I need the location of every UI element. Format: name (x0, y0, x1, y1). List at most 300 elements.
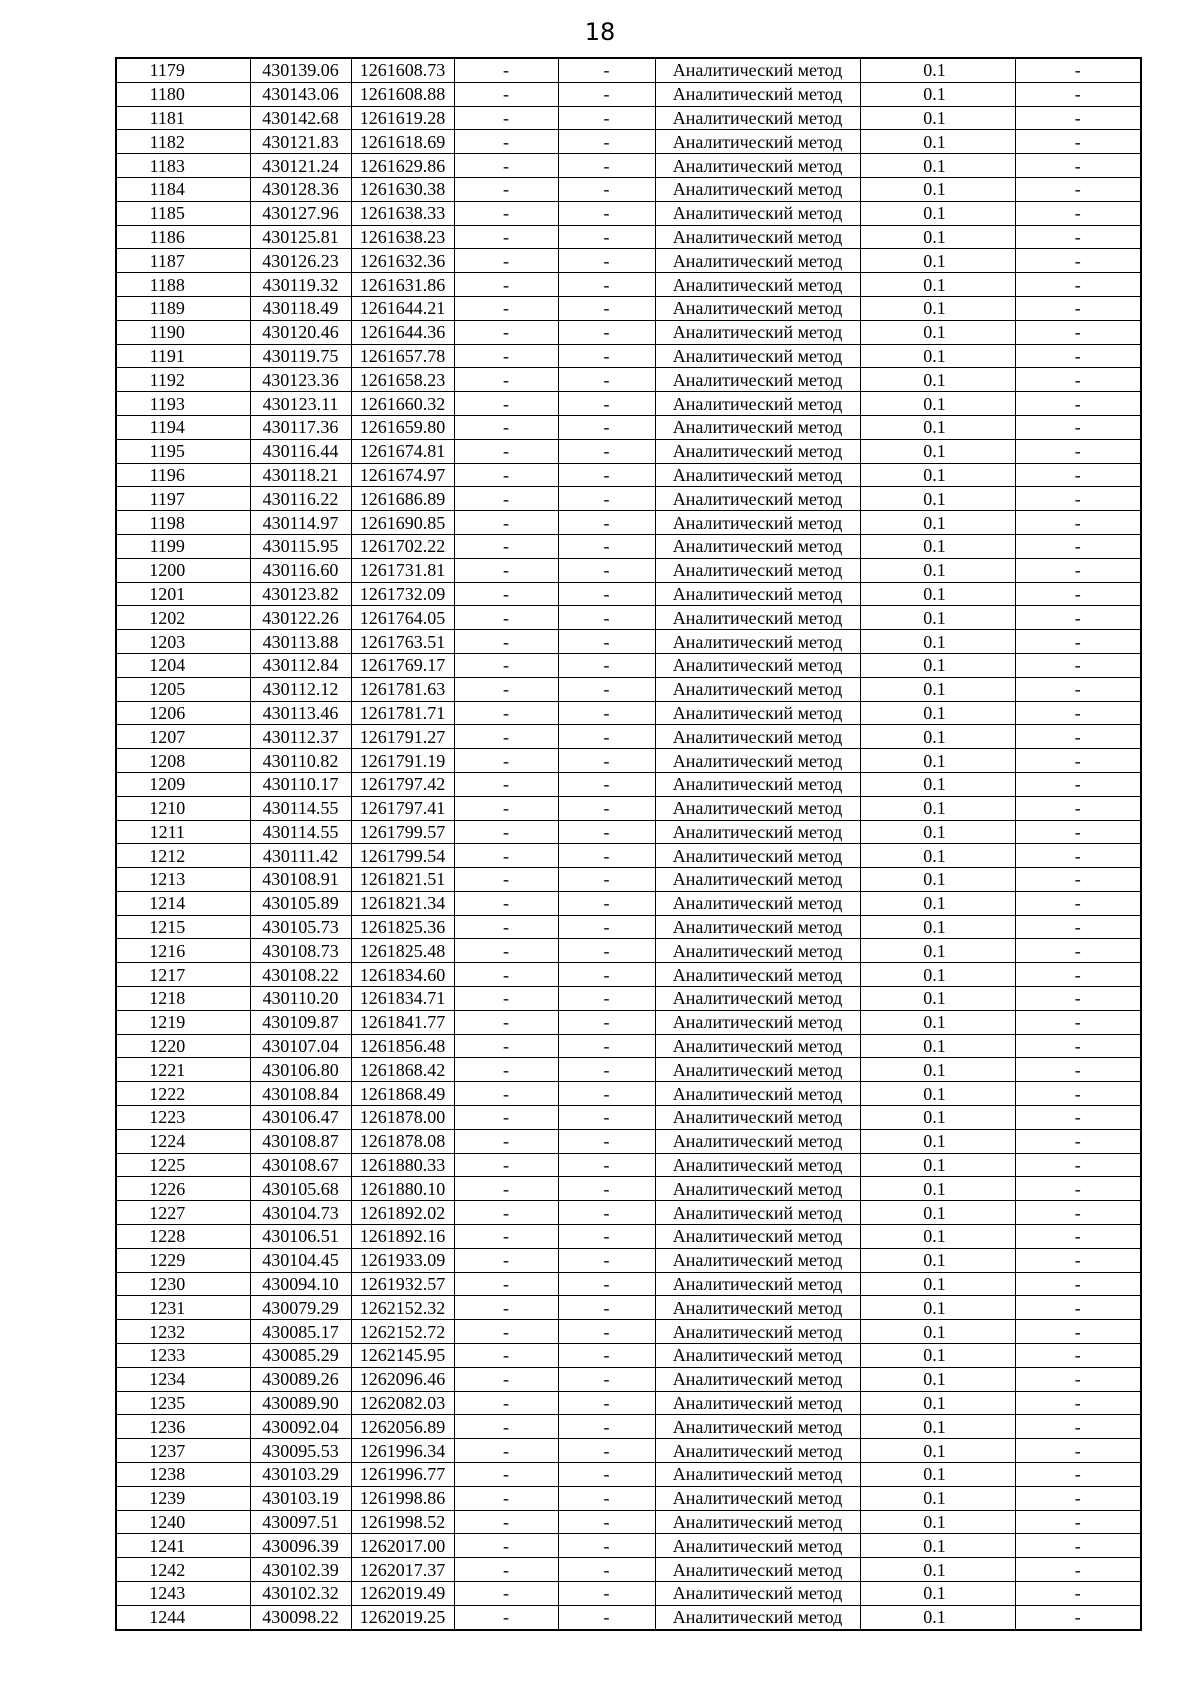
empty-value-cell: - (558, 1248, 655, 1272)
x-coordinate-cell: 430089.26 (250, 1367, 351, 1391)
x-coordinate-cell: 430110.20 (250, 987, 351, 1011)
precision-cell: 0.1 (860, 511, 1015, 535)
point-number-cell: 1199 (116, 534, 250, 558)
y-coordinate-cell: 1261658.23 (351, 368, 454, 392)
precision-cell: 0.1 (860, 415, 1015, 439)
x-coordinate-cell: 430125.81 (250, 225, 351, 249)
point-number-cell: 1235 (116, 1391, 250, 1415)
empty-value-cell: - (454, 1534, 558, 1558)
precision-cell: 0.1 (860, 796, 1015, 820)
table-row (116, 1010, 1141, 1034)
table-row (116, 1534, 1141, 1558)
x-coordinate-cell: 430119.75 (250, 344, 351, 368)
empty-value-cell: - (454, 368, 558, 392)
precision-cell: 0.1 (860, 1106, 1015, 1130)
empty-value-cell: - (558, 1582, 655, 1606)
empty-value-cell: - (1015, 1486, 1141, 1510)
empty-value-cell: - (454, 963, 558, 987)
y-coordinate-cell: 1261781.71 (351, 701, 454, 725)
precision-cell: 0.1 (860, 630, 1015, 654)
y-coordinate-cell: 1261674.81 (351, 439, 454, 463)
precision-cell: 0.1 (860, 368, 1015, 392)
empty-value-cell: - (454, 1034, 558, 1058)
point-number-cell: 1208 (116, 749, 250, 773)
point-number-cell: 1197 (116, 487, 250, 511)
empty-value-cell: - (558, 939, 655, 963)
x-coordinate-cell: 430121.83 (250, 130, 351, 154)
x-coordinate-cell: 430112.12 (250, 677, 351, 701)
table-row (116, 1463, 1141, 1487)
empty-value-cell: - (454, 772, 558, 796)
empty-value-cell: - (1015, 701, 1141, 725)
x-coordinate-cell: 430089.90 (250, 1391, 351, 1415)
method-cell: Аналитический метод (655, 201, 860, 225)
empty-value-cell: - (454, 58, 558, 82)
y-coordinate-cell: 1261644.21 (351, 296, 454, 320)
point-number-cell: 1221 (116, 1058, 250, 1082)
empty-value-cell: - (454, 749, 558, 773)
precision-cell: 0.1 (860, 1439, 1015, 1463)
y-coordinate-cell: 1261660.32 (351, 392, 454, 416)
point-number-cell: 1223 (116, 1106, 250, 1130)
empty-value-cell: - (558, 772, 655, 796)
method-cell: Аналитический метод (655, 344, 860, 368)
point-number-cell: 1224 (116, 1129, 250, 1153)
empty-value-cell: - (558, 1296, 655, 1320)
empty-value-cell: - (1015, 1367, 1141, 1391)
empty-value-cell: - (454, 606, 558, 630)
precision-cell: 0.1 (860, 558, 1015, 582)
precision-cell: 0.1 (860, 653, 1015, 677)
y-coordinate-cell: 1261618.69 (351, 130, 454, 154)
point-number-cell: 1244 (116, 1605, 250, 1629)
table-row (116, 130, 1141, 154)
point-number-cell: 1185 (116, 201, 250, 225)
y-coordinate-cell: 1261825.48 (351, 939, 454, 963)
method-cell: Аналитический метод (655, 606, 860, 630)
empty-value-cell: - (1015, 463, 1141, 487)
empty-value-cell: - (1015, 1034, 1141, 1058)
empty-value-cell: - (1015, 1082, 1141, 1106)
precision-cell: 0.1 (860, 677, 1015, 701)
point-number-cell: 1209 (116, 772, 250, 796)
empty-value-cell: - (1015, 320, 1141, 344)
table-row (116, 725, 1141, 749)
y-coordinate-cell: 1261659.80 (351, 415, 454, 439)
table-row (116, 1415, 1141, 1439)
y-coordinate-cell: 1261878.08 (351, 1129, 454, 1153)
precision-cell: 0.1 (860, 1486, 1015, 1510)
table-row (116, 534, 1141, 558)
precision-cell: 0.1 (860, 1558, 1015, 1582)
y-coordinate-cell: 1261834.60 (351, 963, 454, 987)
x-coordinate-cell: 430114.55 (250, 796, 351, 820)
empty-value-cell: - (558, 868, 655, 892)
point-number-cell: 1214 (116, 891, 250, 915)
precision-cell: 0.1 (860, 606, 1015, 630)
point-number-cell: 1241 (116, 1534, 250, 1558)
y-coordinate-cell: 1262019.25 (351, 1605, 454, 1629)
empty-value-cell: - (454, 154, 558, 178)
x-coordinate-cell: 430096.39 (250, 1534, 351, 1558)
empty-value-cell: - (1015, 1010, 1141, 1034)
method-cell: Аналитический метод (655, 1510, 860, 1534)
point-number-cell: 1243 (116, 1582, 250, 1606)
empty-value-cell: - (558, 1106, 655, 1130)
empty-value-cell: - (558, 1129, 655, 1153)
method-cell: Аналитический метод (655, 1320, 860, 1344)
empty-value-cell: - (558, 439, 655, 463)
empty-value-cell: - (558, 820, 655, 844)
empty-value-cell: - (558, 630, 655, 654)
empty-value-cell: - (454, 201, 558, 225)
point-number-cell: 1182 (116, 130, 250, 154)
empty-value-cell: - (1015, 1106, 1141, 1130)
empty-value-cell: - (454, 1439, 558, 1463)
empty-value-cell: - (1015, 1558, 1141, 1582)
point-number-cell: 1213 (116, 868, 250, 892)
empty-value-cell: - (558, 796, 655, 820)
table-row (116, 1225, 1141, 1249)
x-coordinate-cell: 430105.68 (250, 1177, 351, 1201)
table-row (116, 1344, 1141, 1368)
x-coordinate-cell: 430110.17 (250, 772, 351, 796)
table-row (116, 154, 1141, 178)
method-cell: Аналитический метод (655, 225, 860, 249)
empty-value-cell: - (454, 844, 558, 868)
empty-value-cell: - (1015, 1463, 1141, 1487)
y-coordinate-cell: 1261880.10 (351, 1177, 454, 1201)
empty-value-cell: - (1015, 582, 1141, 606)
method-cell: Аналитический метод (655, 844, 860, 868)
empty-value-cell: - (454, 225, 558, 249)
method-cell: Аналитический метод (655, 1010, 860, 1034)
method-cell: Аналитический метод (655, 963, 860, 987)
x-coordinate-cell: 430139.06 (250, 58, 351, 82)
table-row (116, 868, 1141, 892)
empty-value-cell: - (1015, 987, 1141, 1011)
point-number-cell: 1242 (116, 1558, 250, 1582)
precision-cell: 0.1 (860, 1391, 1015, 1415)
x-coordinate-cell: 430095.53 (250, 1439, 351, 1463)
precision-cell: 0.1 (860, 439, 1015, 463)
empty-value-cell: - (1015, 1272, 1141, 1296)
empty-value-cell: - (558, 749, 655, 773)
precision-cell: 0.1 (860, 154, 1015, 178)
point-number-cell: 1203 (116, 630, 250, 654)
empty-value-cell: - (1015, 154, 1141, 178)
table-row (116, 82, 1141, 106)
method-cell: Аналитический метод (655, 1463, 860, 1487)
point-number-cell: 1217 (116, 963, 250, 987)
precision-cell: 0.1 (860, 1510, 1015, 1534)
x-coordinate-cell: 430108.73 (250, 939, 351, 963)
method-cell: Аналитический метод (655, 1415, 860, 1439)
point-number-cell: 1225 (116, 1153, 250, 1177)
point-number-cell: 1236 (116, 1415, 250, 1439)
empty-value-cell: - (454, 511, 558, 535)
empty-value-cell: - (558, 344, 655, 368)
empty-value-cell: - (1015, 1582, 1141, 1606)
table-row (116, 273, 1141, 297)
empty-value-cell: - (1015, 963, 1141, 987)
table-row (116, 1320, 1141, 1344)
method-cell: Аналитический метод (655, 725, 860, 749)
y-coordinate-cell: 1261799.57 (351, 820, 454, 844)
precision-cell: 0.1 (860, 225, 1015, 249)
empty-value-cell: - (558, 249, 655, 273)
y-coordinate-cell: 1261638.33 (351, 201, 454, 225)
y-coordinate-cell: 1261996.34 (351, 1439, 454, 1463)
table-row (116, 511, 1141, 535)
y-coordinate-cell: 1261629.86 (351, 154, 454, 178)
empty-value-cell: - (1015, 1344, 1141, 1368)
empty-value-cell: - (454, 439, 558, 463)
y-coordinate-cell: 1262152.32 (351, 1296, 454, 1320)
method-cell: Аналитический метод (655, 558, 860, 582)
table-row (116, 201, 1141, 225)
y-coordinate-cell: 1261821.34 (351, 891, 454, 915)
y-coordinate-cell: 1262082.03 (351, 1391, 454, 1415)
y-coordinate-cell: 1261608.73 (351, 58, 454, 82)
point-number-cell: 1188 (116, 273, 250, 297)
empty-value-cell: - (454, 1225, 558, 1249)
point-number-cell: 1192 (116, 368, 250, 392)
method-cell: Аналитический метод (655, 915, 860, 939)
table-row (116, 1391, 1141, 1415)
y-coordinate-cell: 1261764.05 (351, 606, 454, 630)
y-coordinate-cell: 1261702.22 (351, 534, 454, 558)
method-cell: Аналитический метод (655, 891, 860, 915)
y-coordinate-cell: 1261791.27 (351, 725, 454, 749)
precision-cell: 0.1 (860, 534, 1015, 558)
table-row (116, 249, 1141, 273)
x-coordinate-cell: 430126.23 (250, 249, 351, 273)
y-coordinate-cell: 1261690.85 (351, 511, 454, 535)
empty-value-cell: - (1015, 82, 1141, 106)
empty-value-cell: - (558, 1082, 655, 1106)
point-number-cell: 1222 (116, 1082, 250, 1106)
x-coordinate-cell: 430104.45 (250, 1248, 351, 1272)
empty-value-cell: - (558, 725, 655, 749)
empty-value-cell: - (454, 1248, 558, 1272)
point-number-cell: 1220 (116, 1034, 250, 1058)
x-coordinate-cell: 430114.97 (250, 511, 351, 535)
y-coordinate-cell: 1261892.02 (351, 1201, 454, 1225)
empty-value-cell: - (1015, 511, 1141, 535)
y-coordinate-cell: 1261996.77 (351, 1463, 454, 1487)
y-coordinate-cell: 1262152.72 (351, 1320, 454, 1344)
precision-cell: 0.1 (860, 868, 1015, 892)
empty-value-cell: - (1015, 1439, 1141, 1463)
table-row (116, 177, 1141, 201)
table-row (116, 606, 1141, 630)
x-coordinate-cell: 430110.82 (250, 749, 351, 773)
table-row (116, 1558, 1141, 1582)
y-coordinate-cell: 1262145.95 (351, 1344, 454, 1368)
empty-value-cell: - (1015, 1391, 1141, 1415)
method-cell: Аналитический метод (655, 1367, 860, 1391)
point-number-cell: 1195 (116, 439, 250, 463)
method-cell: Аналитический метод (655, 392, 860, 416)
empty-value-cell: - (454, 558, 558, 582)
y-coordinate-cell: 1261781.63 (351, 677, 454, 701)
empty-value-cell: - (454, 1272, 558, 1296)
empty-value-cell: - (454, 1344, 558, 1368)
empty-value-cell: - (558, 1177, 655, 1201)
x-coordinate-cell: 430142.68 (250, 106, 351, 130)
x-coordinate-cell: 430079.29 (250, 1296, 351, 1320)
x-coordinate-cell: 430115.95 (250, 534, 351, 558)
empty-value-cell: - (454, 1058, 558, 1082)
empty-value-cell: - (558, 1439, 655, 1463)
method-cell: Аналитический метод (655, 439, 860, 463)
precision-cell: 0.1 (860, 130, 1015, 154)
method-cell: Аналитический метод (655, 1082, 860, 1106)
empty-value-cell: - (1015, 273, 1141, 297)
y-coordinate-cell: 1261892.16 (351, 1225, 454, 1249)
precision-cell: 0.1 (860, 1367, 1015, 1391)
y-coordinate-cell: 1261856.48 (351, 1034, 454, 1058)
x-coordinate-cell: 430118.49 (250, 296, 351, 320)
point-number-cell: 1190 (116, 320, 250, 344)
x-coordinate-cell: 430094.10 (250, 1272, 351, 1296)
method-cell: Аналитический метод (655, 273, 860, 297)
empty-value-cell: - (558, 677, 655, 701)
precision-cell: 0.1 (860, 939, 1015, 963)
y-coordinate-cell: 1261657.78 (351, 344, 454, 368)
empty-value-cell: - (1015, 725, 1141, 749)
precision-cell: 0.1 (860, 1058, 1015, 1082)
method-cell: Аналитический метод (655, 82, 860, 106)
empty-value-cell: - (1015, 392, 1141, 416)
y-coordinate-cell: 1261674.97 (351, 463, 454, 487)
point-number-cell: 1187 (116, 249, 250, 273)
point-number-cell: 1216 (116, 939, 250, 963)
x-coordinate-cell: 430108.22 (250, 963, 351, 987)
y-coordinate-cell: 1261933.09 (351, 1248, 454, 1272)
point-number-cell: 1179 (116, 58, 250, 82)
table-row (116, 1582, 1141, 1606)
table-row (116, 225, 1141, 249)
precision-cell: 0.1 (860, 963, 1015, 987)
table-row (116, 368, 1141, 392)
precision-cell: 0.1 (860, 987, 1015, 1011)
y-coordinate-cell: 1261632.36 (351, 249, 454, 273)
empty-value-cell: - (558, 534, 655, 558)
method-cell: Аналитический метод (655, 368, 860, 392)
x-coordinate-cell: 430106.80 (250, 1058, 351, 1082)
precision-cell: 0.1 (860, 1034, 1015, 1058)
empty-value-cell: - (1015, 1177, 1141, 1201)
x-coordinate-cell: 430128.36 (250, 177, 351, 201)
table-row (116, 463, 1141, 487)
method-cell: Аналитический метод (655, 749, 860, 773)
table-row (116, 1510, 1141, 1534)
empty-value-cell: - (454, 939, 558, 963)
empty-value-cell: - (1015, 296, 1141, 320)
precision-cell: 0.1 (860, 844, 1015, 868)
point-number-cell: 1211 (116, 820, 250, 844)
empty-value-cell: - (454, 487, 558, 511)
empty-value-cell: - (454, 987, 558, 1011)
empty-value-cell: - (454, 1010, 558, 1034)
empty-value-cell: - (1015, 606, 1141, 630)
empty-value-cell: - (454, 249, 558, 273)
empty-value-cell: - (454, 1296, 558, 1320)
x-coordinate-cell: 430113.46 (250, 701, 351, 725)
point-number-cell: 1210 (116, 796, 250, 820)
empty-value-cell: - (454, 1391, 558, 1415)
empty-value-cell: - (454, 1605, 558, 1629)
x-coordinate-cell: 430103.29 (250, 1463, 351, 1487)
precision-cell: 0.1 (860, 1344, 1015, 1368)
method-cell: Аналитический метод (655, 1582, 860, 1606)
empty-value-cell: - (558, 1320, 655, 1344)
empty-value-cell: - (454, 1177, 558, 1201)
precision-cell: 0.1 (860, 820, 1015, 844)
precision-cell: 0.1 (860, 344, 1015, 368)
empty-value-cell: - (454, 177, 558, 201)
point-number-cell: 1180 (116, 82, 250, 106)
method-cell: Аналитический метод (655, 939, 860, 963)
precision-cell: 0.1 (860, 1582, 1015, 1606)
precision-cell: 0.1 (860, 320, 1015, 344)
x-coordinate-cell: 430113.88 (250, 630, 351, 654)
empty-value-cell: - (1015, 1510, 1141, 1534)
precision-cell: 0.1 (860, 1296, 1015, 1320)
method-cell: Аналитический метод (655, 130, 860, 154)
empty-value-cell: - (558, 511, 655, 535)
empty-value-cell: - (454, 1510, 558, 1534)
empty-value-cell: - (558, 653, 655, 677)
empty-value-cell: - (558, 273, 655, 297)
precision-cell: 0.1 (860, 249, 1015, 273)
precision-cell: 0.1 (860, 582, 1015, 606)
method-cell: Аналитический метод (655, 653, 860, 677)
empty-value-cell: - (558, 320, 655, 344)
method-cell: Аналитический метод (655, 177, 860, 201)
precision-cell: 0.1 (860, 1082, 1015, 1106)
method-cell: Аналитический метод (655, 677, 860, 701)
precision-cell: 0.1 (860, 1153, 1015, 1177)
x-coordinate-cell: 430121.24 (250, 154, 351, 178)
empty-value-cell: - (454, 463, 558, 487)
empty-value-cell: - (1015, 558, 1141, 582)
method-cell: Аналитический метод (655, 415, 860, 439)
empty-value-cell: - (1015, 201, 1141, 225)
empty-value-cell: - (558, 58, 655, 82)
empty-value-cell: - (558, 1463, 655, 1487)
empty-value-cell: - (454, 1106, 558, 1130)
x-coordinate-cell: 430105.73 (250, 915, 351, 939)
method-cell: Аналитический метод (655, 1605, 860, 1629)
empty-value-cell: - (454, 891, 558, 915)
precision-cell: 0.1 (860, 487, 1015, 511)
x-coordinate-cell: 430108.84 (250, 1082, 351, 1106)
method-cell: Аналитический метод (655, 1248, 860, 1272)
empty-value-cell: - (454, 1463, 558, 1487)
empty-value-cell: - (558, 368, 655, 392)
precision-cell: 0.1 (860, 82, 1015, 106)
empty-value-cell: - (558, 963, 655, 987)
y-coordinate-cell: 1262019.49 (351, 1582, 454, 1606)
empty-value-cell: - (558, 1010, 655, 1034)
empty-value-cell: - (558, 606, 655, 630)
y-coordinate-cell: 1261797.42 (351, 772, 454, 796)
y-coordinate-cell: 1261769.17 (351, 653, 454, 677)
empty-value-cell: - (1015, 677, 1141, 701)
